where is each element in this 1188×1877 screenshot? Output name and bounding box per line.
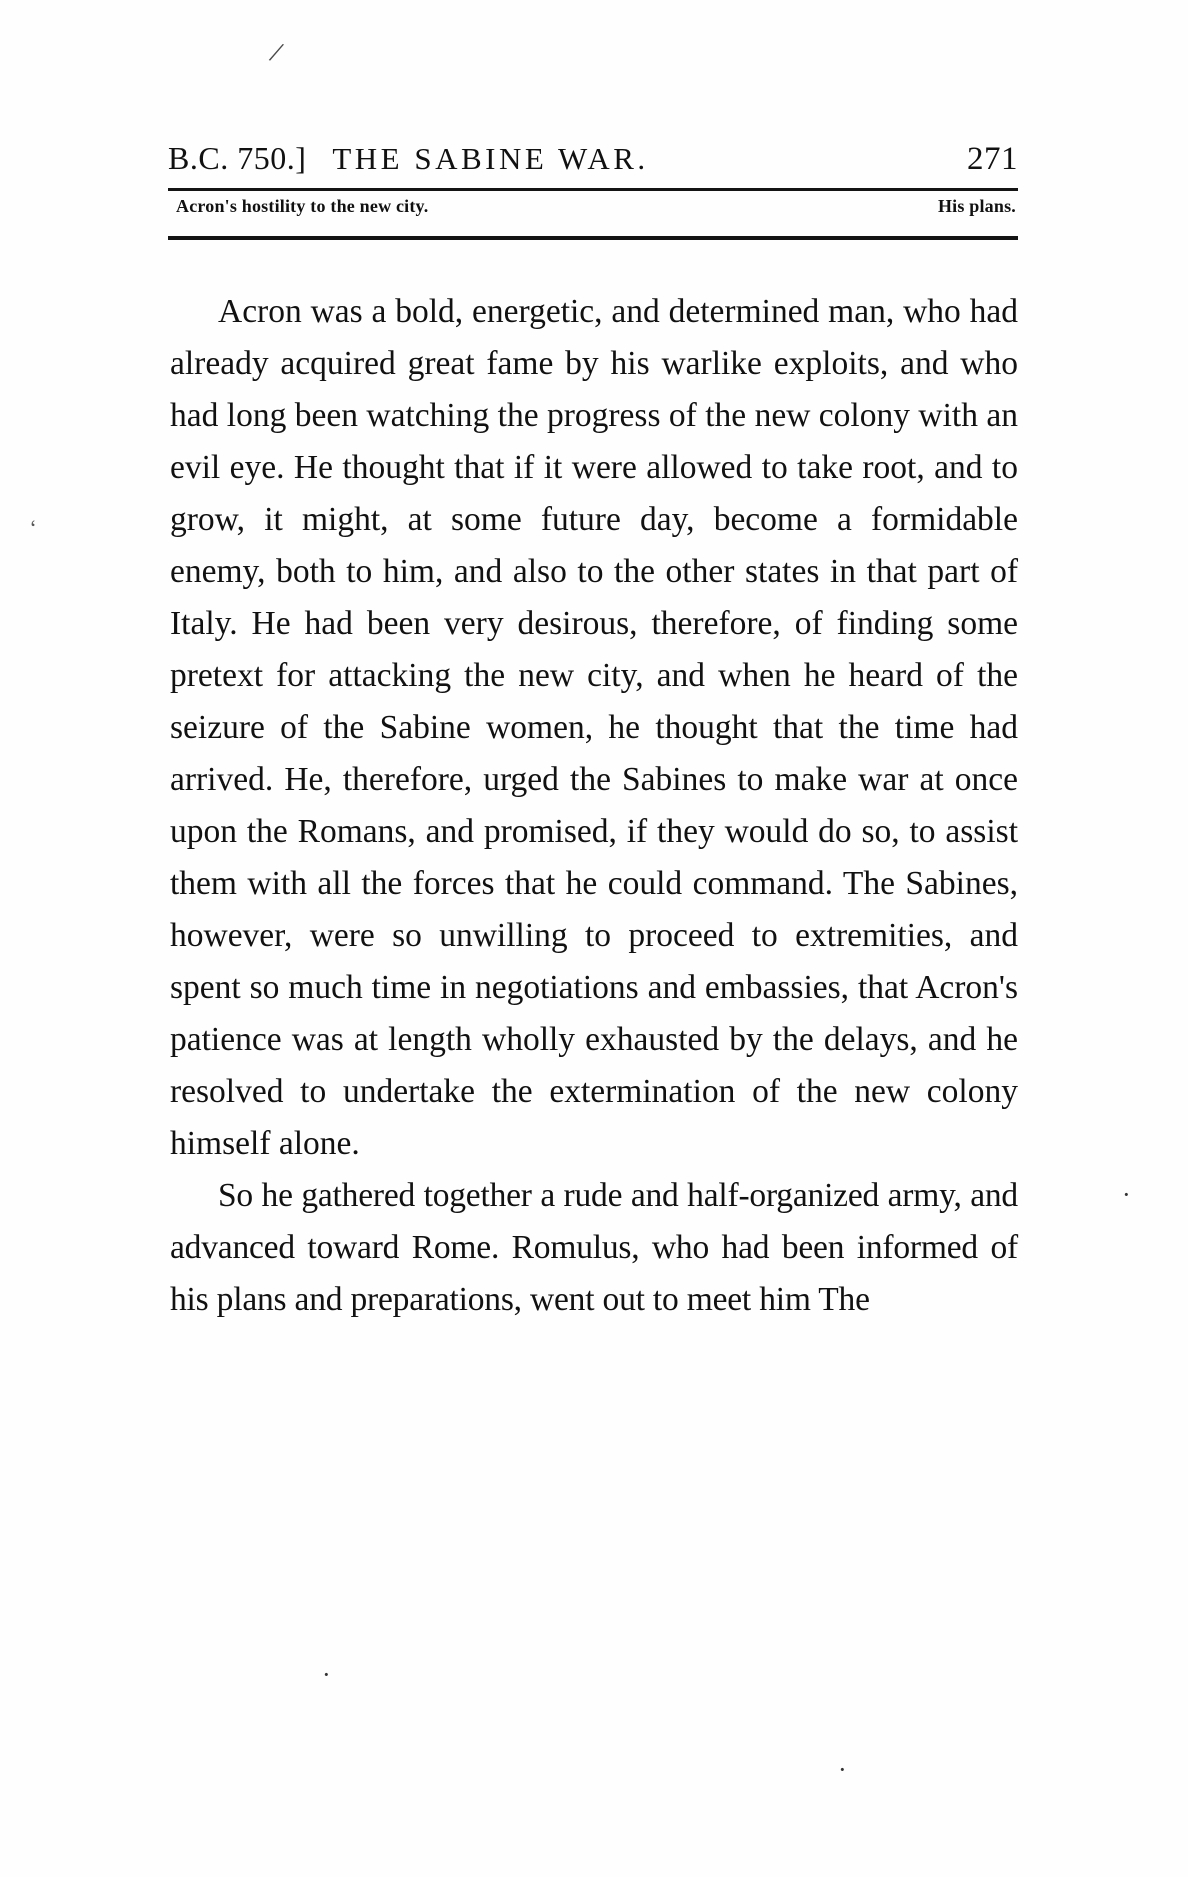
page-number: 271 xyxy=(967,141,1018,177)
body-text xyxy=(170,286,1018,1326)
paragraph-1: Acron was a bold, energetic, and determined man, who had already acquired great fame by his warlike exploits, and who had long been watching the progress of the new colony with an evil eye. He thought that if it were allowed to take root, and to grow, it might, at some future day, become a formidable enemy, both to him, and also to the other states in that part of Italy. He had been very desirous, therefore, of finding some pretext for attacking the new city, and when he heard of the seizure of the Sabine women, he thought that the time had arrived. He, therefore, urged the Sabines to make war at once upon the Romans, and promised, if they would do so, to assist them with all the forces that he could command. The Sabines, however, were so unwilling to proceed to extremities, and spent so much time in negotiations and embassies, that Acron's patience was at length wholly exhausted by the delays, and he resolved to undertake the extermination of the new colony himself alone. xyxy=(170,293,1018,1162)
header-rule-top xyxy=(168,188,1018,191)
date-marker: B.C. 750.] xyxy=(168,140,307,176)
paragraph-2: So he gathered together a rude and half-organized army, and advanced toward Rome. Romulus, who had been informed of his plans and preparations, went out to meet him The xyxy=(170,1177,1018,1318)
header-rule-bottom xyxy=(168,236,1018,240)
running-title: THE SABINE WAR. xyxy=(332,141,649,176)
header-left-group xyxy=(168,140,649,177)
scan-artifact-tick-icon: ‘ xyxy=(28,514,39,541)
sidenote-left: Acron's hostility to the new city. xyxy=(176,196,429,216)
scan-artifact-comma-icon: · xyxy=(322,1660,331,1689)
sidenote-row xyxy=(176,196,1018,217)
scan-artifact-slash-icon: / xyxy=(266,35,287,70)
scan-artifact-dot-bottom-icon: · xyxy=(838,1755,847,1784)
page-header xyxy=(168,140,1018,178)
scan-artifact-dot-icon: · xyxy=(1122,1180,1131,1209)
sidenote-right: His plans. xyxy=(937,196,1016,216)
